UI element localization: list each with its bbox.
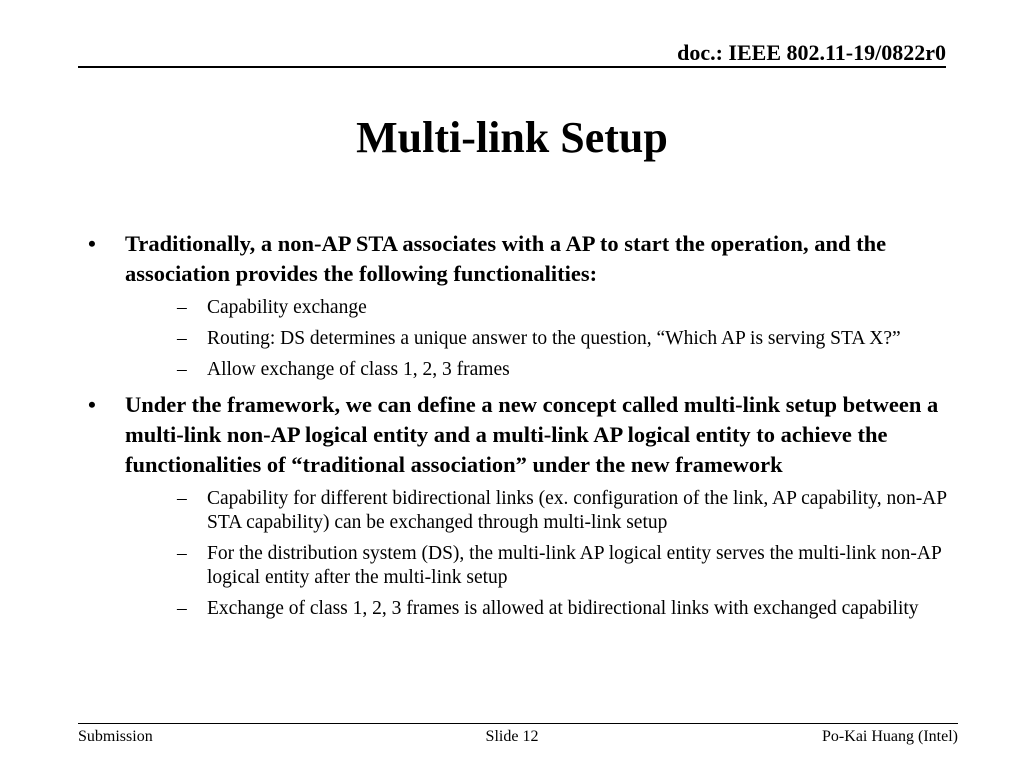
- document-id: doc.: IEEE 802.11-19/0822r0: [677, 40, 946, 65]
- slide-title: Multi-link Setup: [356, 113, 668, 162]
- sub-item-text: For the distribution system (DS), the multi-link AP logical entity serves the multi-link non-AP logical entity after the multi-link setup: [207, 543, 942, 588]
- sub-item: [125, 487, 948, 535]
- dash-icon: –: [177, 328, 187, 349]
- bullet-item: [88, 390, 948, 621]
- footer-author: Po-Kai Huang (Intel): [822, 728, 958, 745]
- sub-item: [125, 327, 948, 351]
- footer-submission: Submission: [78, 728, 153, 745]
- bullet-icon: •: [88, 392, 96, 417]
- sub-item: [125, 597, 948, 621]
- sub-item: [125, 358, 948, 382]
- dash-icon: –: [177, 359, 187, 380]
- dash-icon: –: [177, 488, 187, 509]
- header-rule: [78, 66, 946, 68]
- dash-icon: –: [177, 598, 187, 619]
- footer-slide-number: Slide 12: [485, 728, 539, 745]
- dash-icon: –: [177, 543, 187, 564]
- sub-item-text: Capability for different bidirectional links (ex. configuration of the link, AP capability, non-AP STA capability) can be exchanged through multi-link setup: [207, 488, 947, 533]
- footer-rule: [78, 723, 958, 724]
- sub-item: [125, 296, 948, 320]
- sub-item: [125, 542, 948, 590]
- sub-item-text: Capability exchange: [207, 297, 367, 318]
- sub-item-text: Routing: DS determines a unique answer to the question, “Which AP is serving STA X?”: [207, 328, 901, 349]
- slide-body: [88, 229, 948, 621]
- bullet-text: Under the framework, we can define a new concept called multi-link setup between a multi-link non-AP logical entity and a multi-link AP logical entity to achieve the functionalities of “traditional association” under the new framework: [125, 392, 939, 477]
- bullet-icon: •: [88, 231, 96, 256]
- bullet-text: Traditionally, a non-AP STA associates with a AP to start the operation, and the association provides the following functionalities:: [125, 231, 887, 286]
- sub-item-text: Exchange of class 1, 2, 3 frames is allowed at bidirectional links with exchanged capability: [207, 598, 919, 619]
- bullet-item: [88, 229, 948, 382]
- sub-item-text: Allow exchange of class 1, 2, 3 frames: [207, 359, 510, 380]
- dash-icon: –: [177, 297, 187, 318]
